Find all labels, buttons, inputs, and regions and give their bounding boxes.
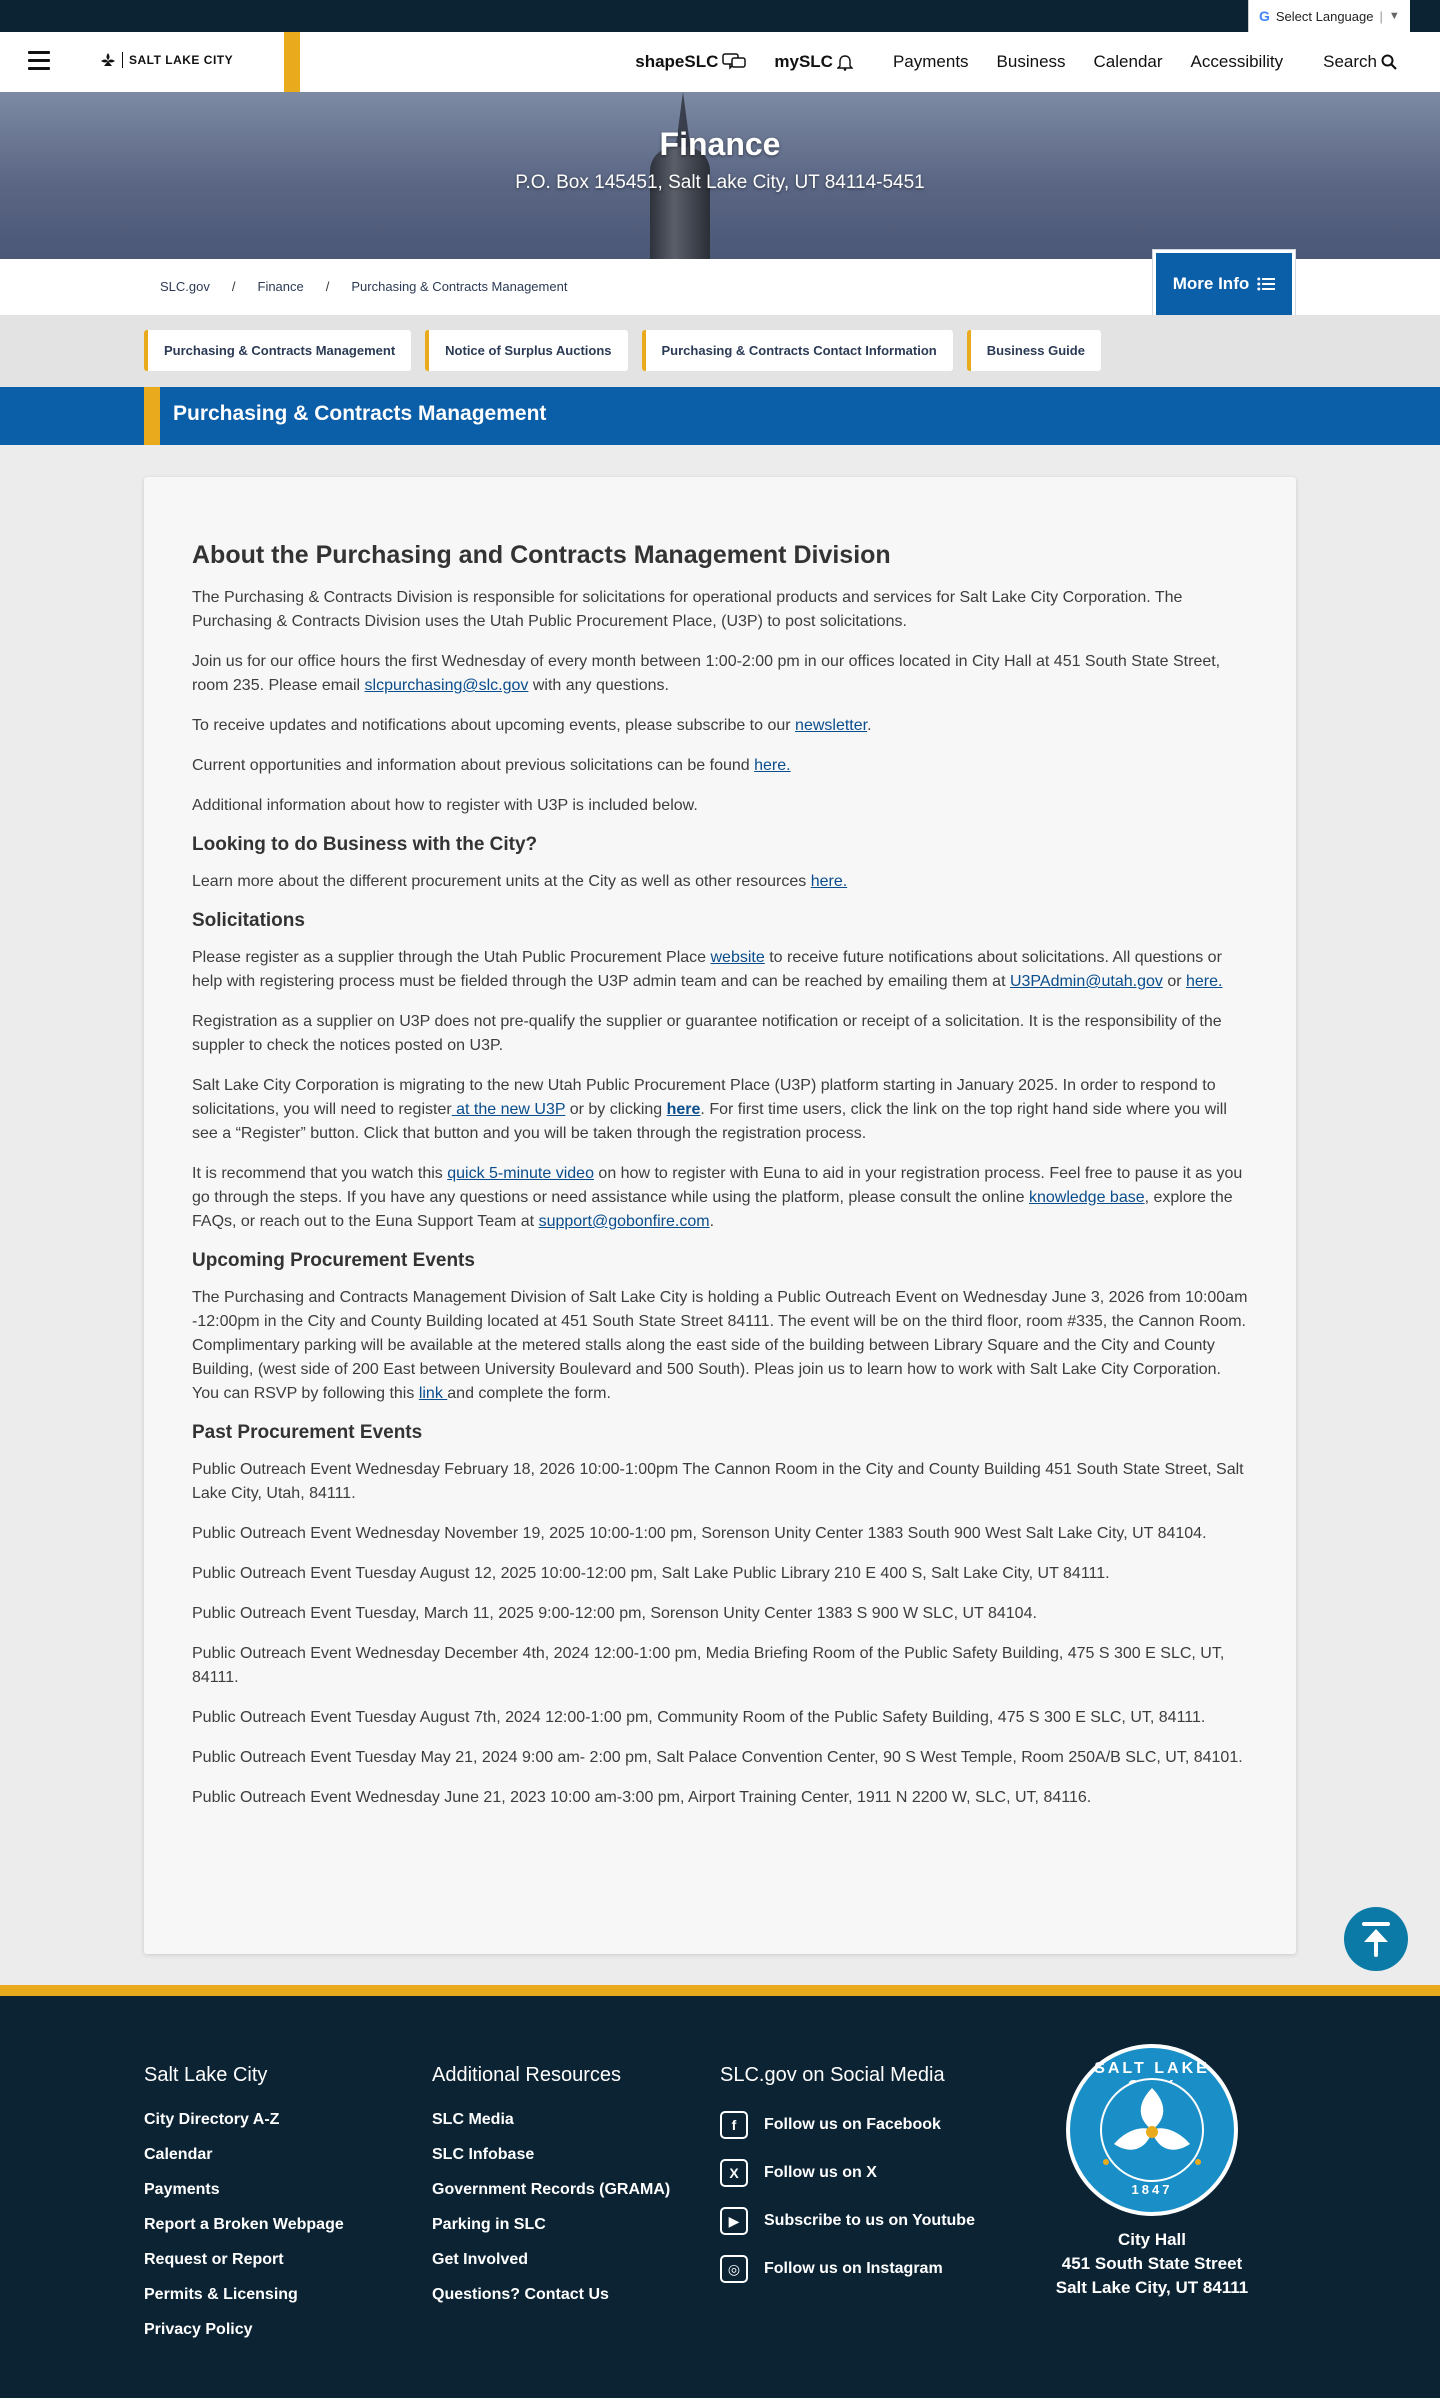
content-heading: About the Purchasing and Contracts Management Division [192, 541, 891, 569]
opportunities-paragraph: Current opportunities and information about previous solicitations can be found here. [192, 757, 791, 774]
email-link[interactable]: slcpurchasing@slc.gov [364, 677, 529, 694]
site-footer [0, 1996, 1440, 2398]
logo-text: SALT LAKE CITY [129, 53, 234, 67]
nav-myslc[interactable] [774, 52, 853, 72]
site-header [0, 32, 1440, 92]
section-title-bar [0, 387, 1440, 445]
intro-paragraph: The Purchasing & Contracts Division is responsible for solicitations for operational products and services for Salt Lake City Corporation. The Purchasing & Contracts Division uses the Utah Public Procurement Place, (U3P) to post solicitations. [192, 589, 1183, 630]
social-label: Follow us on Facebook [764, 2116, 941, 2133]
bell-icon [837, 53, 853, 71]
nav-calendar-label: Calendar [1093, 52, 1163, 71]
additional-info-paragraph: Additional information about how to register with U3P is included below. [192, 797, 698, 814]
procurement-units-link[interactable]: here. [810, 873, 848, 890]
business-heading: Looking to do Business with the City? [192, 834, 538, 855]
nav-calendar[interactable] [1094, 52, 1163, 72]
past-event-item: Public Outreach Event Tuesday, March 11, 2025 9:00-12:00 pm, Sorenson Unity Center 1383 S 900 W SLC, UT 84104. [192, 1605, 1037, 1622]
social-instagram[interactable] [720, 2255, 975, 2283]
city-hall-address [1030, 2228, 1274, 2300]
nav-payments-label: Payments [892, 52, 969, 71]
youtube-icon: ▶ [720, 2207, 748, 2235]
facebook-icon: f [720, 2111, 748, 2139]
breadcrumb-finance[interactable]: Finance [257, 279, 304, 294]
video-link[interactable]: quick 5-minute video [447, 1165, 594, 1182]
support-email-link[interactable]: support@gobonfire.com [538, 1213, 710, 1230]
social-label: Subscribe to us on Youtube [764, 2212, 975, 2229]
footer-link[interactable]: Parking in SLC [432, 2216, 546, 2233]
knowledge-base-link[interactable]: knowledge base [1028, 1189, 1145, 1206]
footer-link[interactable]: Questions? Contact Us [432, 2286, 609, 2303]
footer-link[interactable]: Get Involved [432, 2251, 529, 2268]
footer-link[interactable]: Calendar [144, 2146, 213, 2163]
section-title: Purchasing & Contracts Management [173, 402, 547, 425]
past-event-item: Public Outreach Event Wednesday December 4th, 2024 12:00-1:00 pm, Media Briefing Room of the Public Safety Building, 475 S 300 E SLC, UT, 84111. [192, 1645, 1225, 1686]
prequalify-paragraph: Registration as a supplier on U3P does not pre-qualify the supplier or guarantee notification or receipt of a solicitation. It is the responsibility of the suppler to check the notices posted on U3P. [192, 1013, 1222, 1054]
past-event-item: Public Outreach Event Tuesday August 12, 2025 10:00-12:00 pm, Salt Lake Public Library 210 E 400 S, Salt Lake City, UT 84111. [192, 1565, 1110, 1582]
language-label: Select Language [1275, 8, 1374, 24]
social-facebook[interactable] [720, 2111, 975, 2139]
footer-link[interactable]: City Directory A-Z [144, 2111, 280, 2128]
past-events-heading: Past Procurement Events [192, 1422, 423, 1443]
footer-link[interactable]: Permits & Licensing [144, 2286, 298, 2303]
newsletter-paragraph: To receive updates and notifications about upcoming events, please subscribe to our newsletter. [192, 717, 872, 734]
footer-col-slc [144, 2064, 344, 2356]
instagram-icon: ◎ [720, 2255, 748, 2283]
breadcrumb-separator: / [231, 279, 236, 294]
hero-address: P.O. Box 145451, Salt Lake City, UT 84114-5451 [515, 172, 925, 193]
register-here-link[interactable]: here [666, 1101, 701, 1118]
u3p-website-link[interactable]: website [710, 949, 765, 966]
u3p-admin-email-link[interactable]: U3PAdmin@utah.gov [1009, 973, 1163, 990]
nav-search-label: Search [1323, 52, 1377, 71]
search-icon [1381, 54, 1397, 70]
solicitations-heading: Solicitations [192, 910, 305, 931]
footer-col-title: Additional Resources [432, 2064, 621, 2086]
content-card [144, 477, 1296, 1954]
site-logo[interactable] [100, 52, 233, 68]
upcoming-events-heading: Upcoming Procurement Events [192, 1250, 475, 1271]
footer-col-title: Salt Lake City [144, 2064, 268, 2086]
past-event-item: Public Outreach Event Wednesday November 19, 2025 10:00-1:00 pm, Sorenson Unity Center 1383 South 900 West Salt Lake City, UT 84104. [192, 1525, 1207, 1542]
social-youtube[interactable] [720, 2207, 975, 2235]
footer-col-resources [432, 2064, 670, 2321]
more-info-label: More Info [1172, 274, 1250, 293]
x-icon: X [720, 2159, 748, 2187]
footer-col-social [720, 2064, 975, 2303]
hero-tower [650, 147, 710, 259]
u3p-help-link[interactable]: here. [1186, 973, 1223, 990]
footer-link[interactable]: SLC Media [432, 2111, 514, 2128]
social-label: Follow us on X [764, 2164, 877, 2181]
breadcrumb-separator: / [325, 279, 330, 294]
breadcrumb [160, 279, 567, 294]
language-selector[interactable] [1248, 0, 1410, 32]
tab-surplus-auctions[interactable]: Notice of Surplus Auctions [425, 330, 627, 371]
nav-payments[interactable] [893, 52, 969, 72]
page-title: Finance [659, 126, 781, 162]
list-icon [1257, 277, 1275, 291]
footer-link[interactable]: Payments [144, 2181, 220, 2198]
tab-purchasing[interactable]: Purchasing & Contracts Management [144, 330, 411, 371]
lily-icon [100, 52, 116, 68]
tab-business-guide[interactable]: Business Guide [967, 330, 1101, 371]
google-icon: G [1259, 8, 1270, 24]
footer-link[interactable]: Report a Broken Webpage [144, 2216, 344, 2233]
breadcrumb-slc[interactable]: SLC.gov [160, 279, 210, 294]
breadcrumb-current[interactable]: Purchasing & Contracts Management [351, 279, 568, 294]
language-separator: | [1379, 8, 1383, 24]
top-strip [0, 0, 1440, 32]
back-to-top-button[interactable] [1344, 1907, 1408, 1971]
nav-shapeslc[interactable] [635, 52, 746, 72]
footer-link[interactable]: Privacy Policy [144, 2321, 253, 2338]
title-accent [144, 387, 160, 445]
video-paragraph: It is recommend that you watch this quick 5-minute video on how to register with Euna to aid in your registration process. Feel free to pause it as you go through the steps. If you have any questions or need assistance while using the platform, please consult the online knowledge base, explore the FAQs, or reach out to the Euna Support Team at support@gobonfire.com. [192, 1165, 1243, 1230]
seal-ring-text: SALT LAKE [1094, 2060, 1210, 2077]
footer-col-title: SLC.gov on Social Media [720, 2064, 945, 2086]
rsvp-link[interactable]: link [418, 1385, 448, 1402]
past-event-item: Public Outreach Event Tuesday May 21, 2024 9:00 am- 2:00 pm, Salt Palace Convention Center, 90 S West Temple, Room 250A/B SLC, UT, 84101. [192, 1749, 1243, 1766]
footer-link[interactable]: Request or Report [144, 2251, 284, 2268]
opportunities-link[interactable]: here. [754, 757, 791, 774]
hero-banner [0, 92, 1440, 259]
past-event-item: Public Outreach Event Wednesday February 18, 2026 10:00-1:00pm The Cannon Room in the City and County Building 451 South State Street, Salt Lake City, Utah, 84111. [192, 1461, 1244, 1502]
address-line: 451 South State Street [1061, 2254, 1243, 2273]
new-u3p-link[interactable]: at the new U3P [451, 1101, 566, 1118]
nav-search[interactable] [1323, 52, 1397, 72]
register-paragraph: Please register as a supplier through the Utah Public Procurement Place website to receive future notifications about solicitations. All questions or help with registering process must be fielded through the U3P admin team and can be reached by emailing them at U3PAdmin@utah.gov or here. [192, 949, 1223, 990]
office-hours-paragraph: Join us for our office hours the first Wednesday of every month between 1:00-2:00 pm in our offices located in City Hall at 451 South State Street, room 235. Please email slcpurchasing@slc.gov with any questions. [192, 653, 1221, 694]
footer-link[interactable]: Government Records (GRAMA) [432, 2181, 671, 2198]
seal-year: 1847 [1131, 2182, 1173, 2197]
nav-accessibility[interactable] [1191, 52, 1284, 72]
more-info-button[interactable] [1153, 250, 1295, 318]
nav-business[interactable] [997, 52, 1066, 72]
migration-paragraph: Salt Lake City Corporation is migrating to the new Utah Public Procurement Place (U3P) platform starting in January 2025. In order to respond to solicitations, you will need to register at the new U3P or by clicking here. For first time users, click the link on the top right hand side where you will see a “Register” button. Click that button and you will be taken through the registration process. [192, 1077, 1227, 1142]
menu-icon[interactable] [28, 51, 50, 71]
nav-business-label: Business [996, 52, 1066, 71]
nav-myslc-label: mySLC [774, 52, 833, 71]
city-seal [1066, 2044, 1238, 2216]
address-line: Salt Lake City, UT 84111 [1055, 2278, 1249, 2297]
past-event-item: Public Outreach Event Wednesday June 21, 2023 10:00 am-3:00 pm, Airport Training Center, 1911 N 2200 W, SLC, UT, 84116. [192, 1789, 1092, 1806]
business-paragraph: Learn more about the different procurement units at the City as well as other resources here. [192, 873, 848, 890]
social-label: Follow us on Instagram [764, 2260, 943, 2277]
section-subnav [0, 315, 1440, 387]
chat-icon [722, 53, 746, 71]
logo-flag [284, 32, 300, 92]
upcoming-event-paragraph: The Purchasing and Contracts Management Division of Salt Lake City is holding a Public Outreach Event on Wednesday June 3, 2026 from 10:00am -12:00pm in the City and County Building located at 451 South State Street 84111. The event will be on the third floor, room #335, the Cannon Room. Complimentary parking will be available at the metered stalls along the east side of the building between Library Square and the City and County Building, (west side of 200 East between University Boulevard and 500 South). Pleas join us to learn how to work with Salt Lake City Corporation. You can RSVP by following this link and complete the form. [192, 1289, 1248, 1402]
back-to-top-icon [1362, 1922, 1390, 1926]
nav-accessibility-label: Accessibility [1190, 52, 1284, 71]
footer-accent-line [0, 1985, 1440, 1996]
main-content [192, 541, 1252, 1826]
dropdown-arrow-icon: ▼ [1388, 10, 1400, 22]
main-nav [635, 32, 1397, 92]
tab-contact-info[interactable]: Purchasing & Contracts Contact Information [642, 330, 953, 371]
footer-link[interactable]: SLC Infobase [432, 2146, 535, 2163]
nav-shapeslc-label: shapeSLC [635, 52, 719, 71]
newsletter-link[interactable]: newsletter [795, 717, 868, 734]
social-x[interactable] [720, 2159, 975, 2187]
past-event-item: Public Outreach Event Tuesday August 7th, 2024 12:00-1:00 pm, Community Room of the Public Safety Building, 475 S 300 E SLC, UT, 84111. [192, 1709, 1206, 1726]
address-line: City Hall [1117, 2230, 1187, 2249]
